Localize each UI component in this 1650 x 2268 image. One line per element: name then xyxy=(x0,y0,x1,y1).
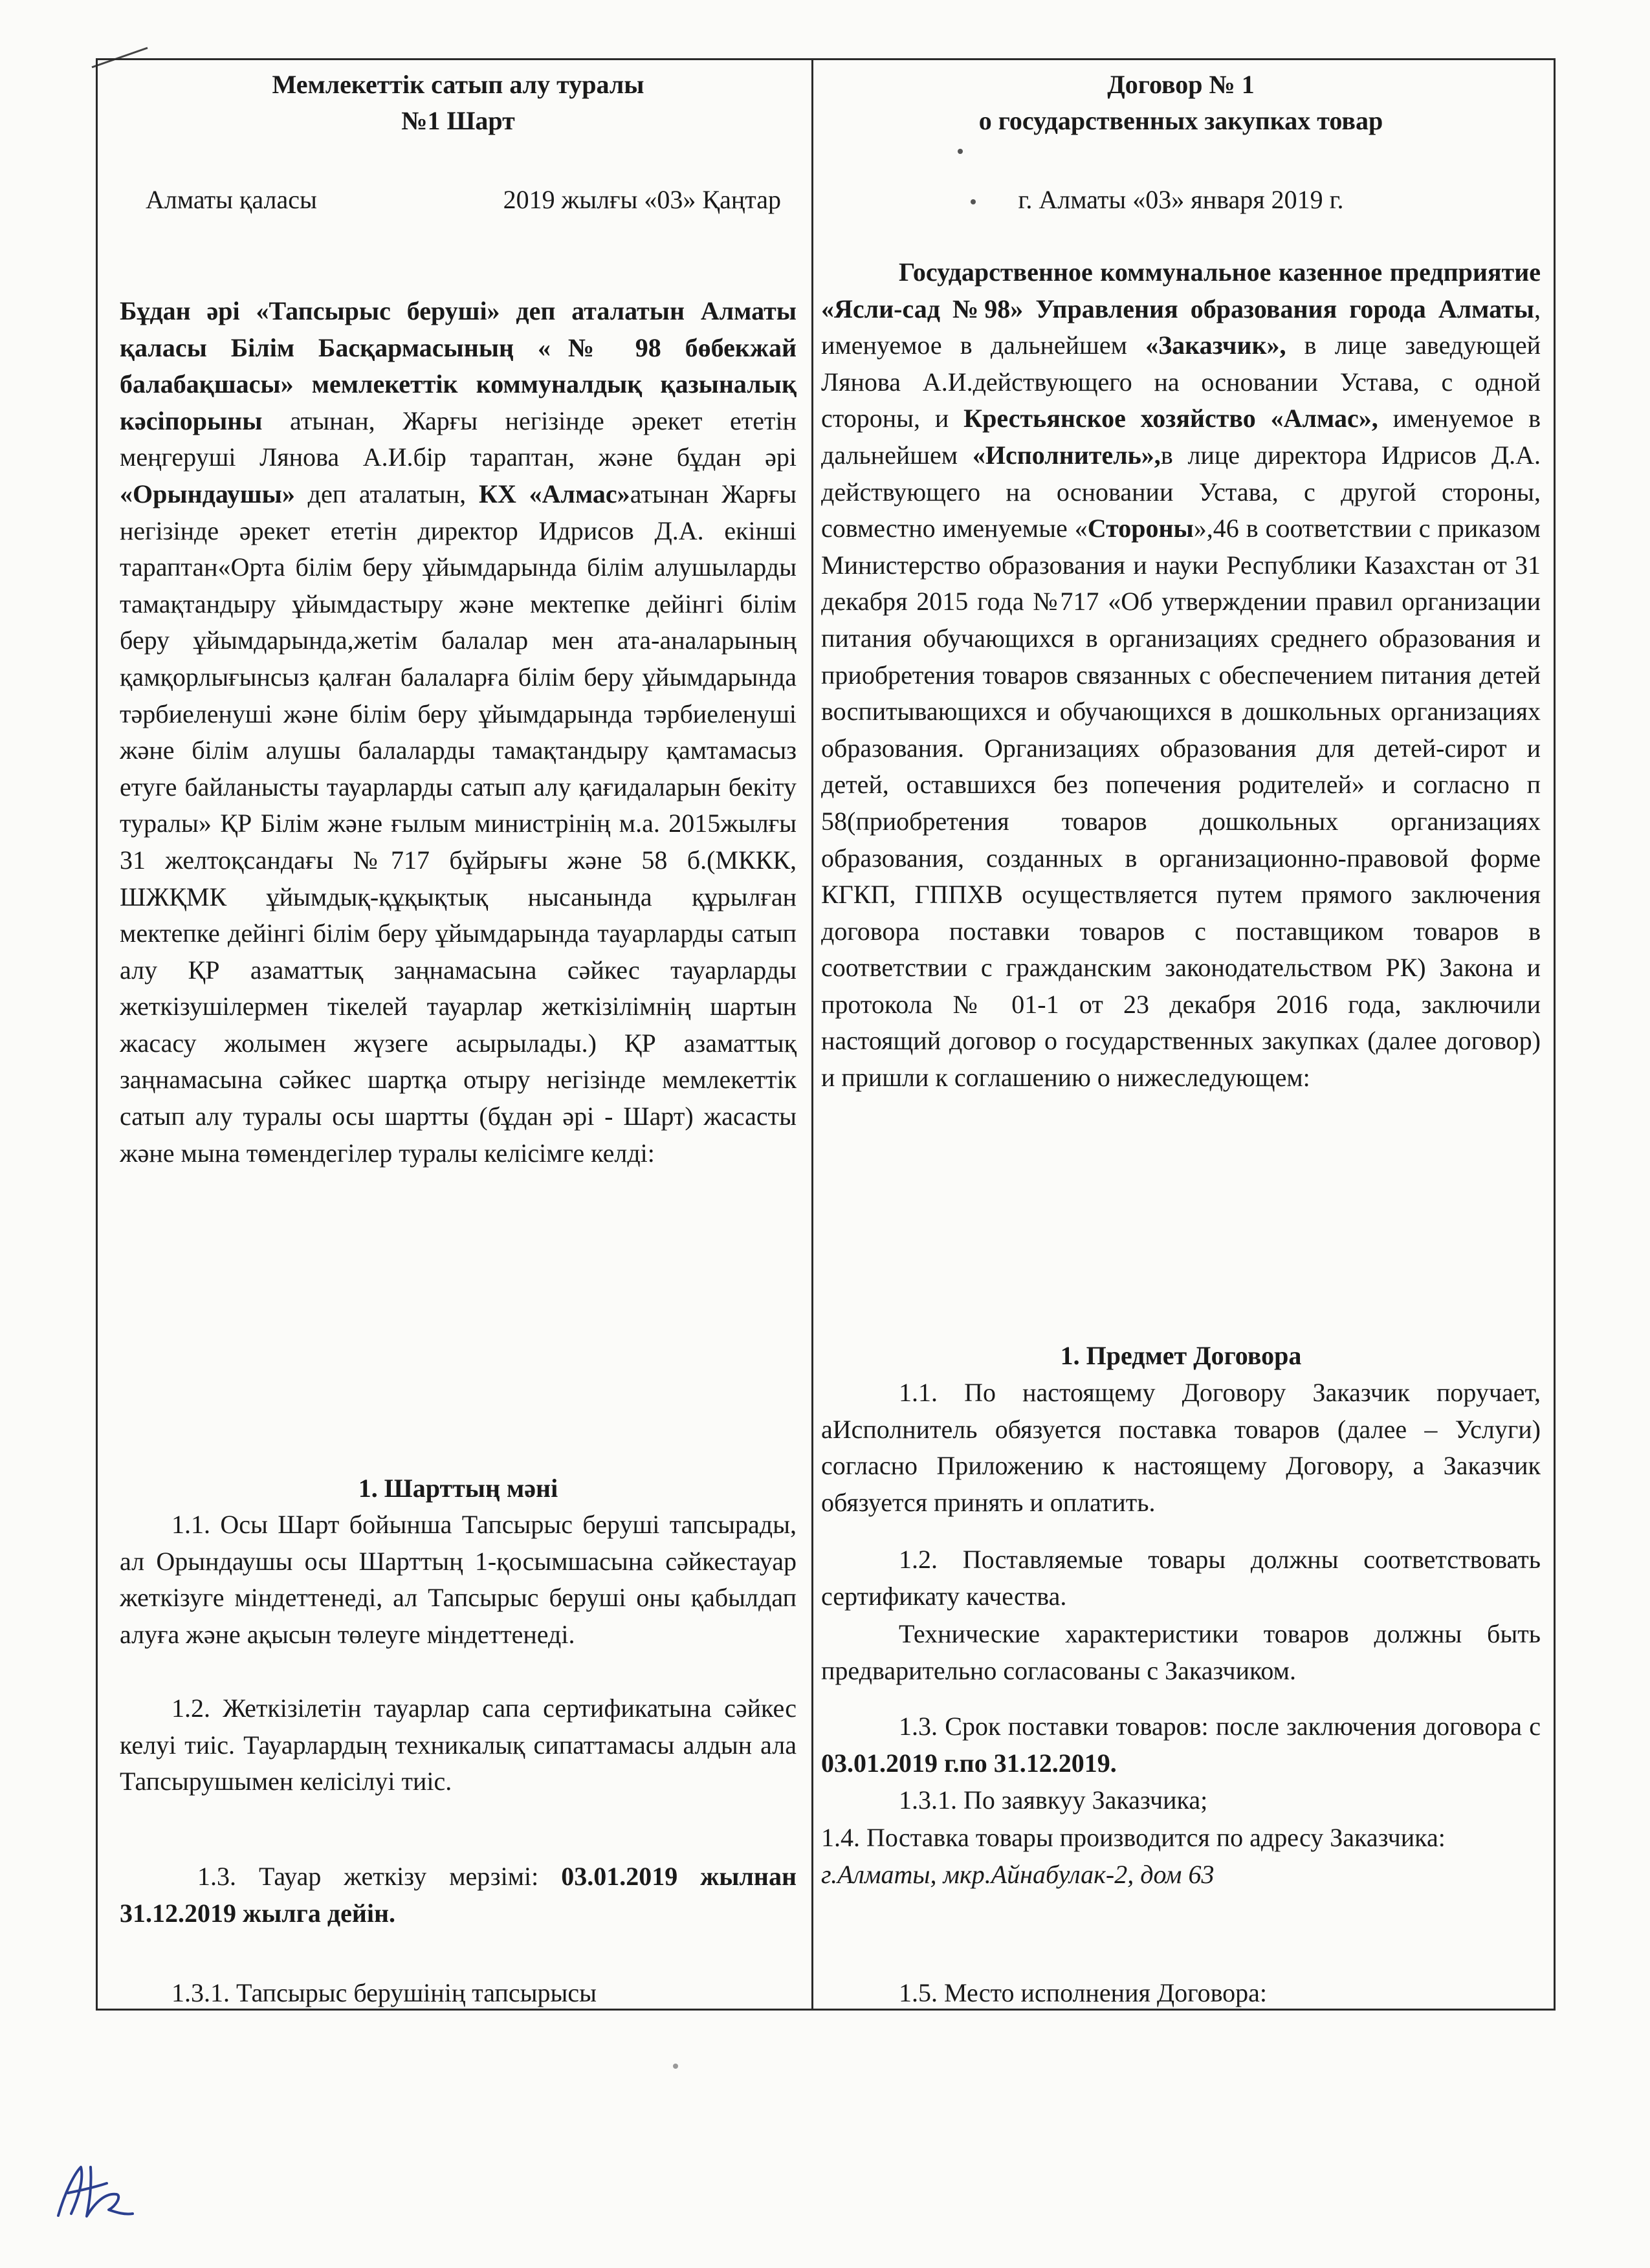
right-intro-text-5: »,46 в соответствии с приказом Министерство образования и науки Республики Казахстан от 31 декабря 2015 года №717 «Об утверждении правил организации питания обучающихся в организациях среднего образования и приобретения товаров связанных с обеспечением питания детей воспитывающихся и обучающихся в дошкольных организациях образования. Организациях образования для детей-сирот и детей, оставшихся без попечения родителей» и согласно п 58(приобретения товаров дошкольных организациях образования, созданных в организационно-правовой форме КГКП, ГППХВ осуществляется путем прямого заключения договора поставки товаров с поставщиком товаров в соответствии с гражданским законодательством РК) Закона и протокола № 01-1 от 23 декабря 2016 года, заключили настоящий договор о государственных закупках (далее договор) и пришли к соглашению о нижеследующем: xyxy=(821,514,1541,1093)
left-clause-1-3-label: 1.3. Тауар жеткізу мерзімі: xyxy=(197,1862,562,1891)
left-city: Алматы қаласы xyxy=(146,185,317,214)
left-intro-company: КХ «Алмас» xyxy=(478,479,630,508)
right-section1-title: 1. Предмет Договора xyxy=(1060,1341,1302,1370)
right-title xyxy=(821,67,1541,139)
handwritten-signature xyxy=(45,2154,136,2225)
scan-speck xyxy=(958,149,963,154)
right-intro-parties: Стороны xyxy=(1087,514,1194,543)
russian-column xyxy=(821,60,1541,2009)
right-clause-1-4-label: 1.4. Поставка товары производится по адресу Заказчика: xyxy=(821,1823,1446,1852)
right-clause-1-4-address: г.Алматы, мкр.Айнабулак-2, дом 63 xyxy=(821,1859,1215,1889)
right-clause-1-5: 1.5. Место исполнения Договора: xyxy=(899,1978,1268,2007)
right-clause-1-3-label: 1.3. Срок поставки товаров: после заключения договора с xyxy=(899,1712,1541,1741)
scan-speck xyxy=(971,199,976,204)
left-intro-text-2: деп аталатын, xyxy=(294,479,479,508)
right-intro-text-4: в лице директора Идрисов Д.А. действующего на основании Устава, с другой стороны, совместно именуемые « xyxy=(821,440,1541,543)
left-title-line2: №1 Шарт xyxy=(401,106,515,135)
left-intro-paragraph xyxy=(120,293,797,1172)
left-clause-1-3 xyxy=(120,1859,797,1932)
left-title xyxy=(120,67,797,139)
kazakh-column xyxy=(120,60,797,2009)
left-intro-performer: «Орындаушы» xyxy=(120,479,295,508)
left-clause-1-3-dates: 03.01.2019 жылнан 31.12.2019 жылга дейін. xyxy=(120,1862,797,1928)
right-intro-text-3: именуемое в дальнейшем xyxy=(821,404,1541,470)
right-intro-company: Крестьянское хозяйство «Алмас», xyxy=(963,404,1378,433)
left-intro-party-name: Бұдан әрі «Тапсырыс беруші» деп аталатын Алматы қаласы Білім Басқармасының «№ 98 бөбекжай балабақшасы» мемлекеттік коммуналдық қазыналық кәсіпорыны xyxy=(120,296,797,435)
right-intro-text-2: в лице заведующей Лянова А.И.действующего на основании Устава, с одной стороны, и xyxy=(821,331,1541,433)
left-date: 2019 жылғы «03» Қаңтар xyxy=(503,185,781,214)
column-divider xyxy=(811,60,813,2009)
left-section1-title: 1. Шарттың мәні xyxy=(358,1474,558,1503)
right-city-date: г. Алматы «03» января 2019 г. xyxy=(1018,185,1344,214)
right-intro-customer: «Заказчик», xyxy=(1145,331,1286,360)
right-intro-performer: «Исполнитель», xyxy=(972,440,1161,470)
right-intro-party-name: Государственное коммунальное казенное предприятие «Ясли-сад №98» Управления образования города Алматы xyxy=(821,257,1541,323)
left-clause-1-3-1: 1.3.1. Тапсырыс берушінің тапсырысы xyxy=(171,1978,597,2007)
right-title-line1: Договор № 1 xyxy=(1107,70,1255,99)
right-clause-1-3-1: 1.3.1. По заявкуу Заказчика; xyxy=(899,1785,1208,1815)
right-intro-text-1: , именуемое в дальнейшем xyxy=(821,294,1541,360)
left-clause-1-1: 1.1. Осы Шарт бойынша Тапсырыс беруші тапсырады, ал Орындаушы осы Шарттың 1-қосымшасына сәйкестауар жеткізуге міндеттенеді, ал Тапсырыс беруші оны қабылдап алуға және ақысын төлеуге міндеттенеді. xyxy=(120,1510,797,1649)
right-title-line2: о государственных закупках товар xyxy=(978,106,1383,135)
left-intro-text-3: атынан Жарғы негізінде әрекет ететін директор Идрисов Д.А. екінші тараптан«Орта білім беру ұйымдарында білім алушыларды тамақтандыру ұйымдастыру және мектепке дейінгі білім беру ұйымдарында,жетім балалар мен ата-аналарының қамқорлығынсыз қалған балаларға білім беру ұйымдарында тәрбиеленуші және білім беру ұйымдарында тәрбиеленуші және білім алушы балаларды тамақтандыру қамтамасыз етуге байланысты тауарларды сатып алу қағидаларын бекіту туралы» ҚР Білім және ғылым министрінің м.а. 2015жылғы 31 желтоқсандағы №717 бұйрығы және 58 б.(МККК, ШЖҚМК ұйымдық-құқықтық нысанында құрылған мектепке дейінгі білім беру ұйымдарында тауарларды сатып алу ҚР азаматтық заңнамасына сәйкес тауарларды жеткізушілермен тікелей тауарлар жеткізілімнің шартын жасасу жолымен жүзеге асырылады.) ҚР азаматтық заңнамасына сәйкес шартқа отыру негізінде мемлекеттік сатып алу туралы осы шартты (бұдан әрі - Шарт) жасасты және мына төмендегілер туралы келісімге келді: xyxy=(120,479,797,1168)
right-clause-1-4 xyxy=(821,1820,1468,1893)
scan-speck xyxy=(673,2064,678,2069)
right-intro-paragraph xyxy=(821,254,1541,1096)
contract-table xyxy=(96,58,1556,2011)
right-clause-1-3-dates: 03.01.2019 г.по 31.12.2019. xyxy=(821,1748,1117,1778)
right-clause-1-2: 1.2. Поставляемые товары должны соответствовать сертификату качества. xyxy=(821,1545,1541,1611)
right-clause-1-1: 1.1. По настоящему Договору Заказчик поручает, аИсполнитель обязуется поставка товаров (далее – Услуги) согласно Приложению к настоящему Договору, а Заказчик обязуется принять и оплатить. xyxy=(821,1378,1541,1517)
left-title-line1: Мемлекеттік сатып алу туралы xyxy=(272,70,644,99)
right-clause-1-3 xyxy=(821,1708,1541,1782)
left-clause-1-2: 1.2. Жеткізілетін тауарлар сапа сертификатына сәйкес келуі тиіс. Тауарлардың техникалық сипаттамасы алдын ала Тапсырушымен келісілуі тиіс. xyxy=(120,1694,797,1796)
left-intro-text-1: атынан, Жарғы негізінде әрекет ететін меңгеруші Лянова А.И.бір тараптан, және бұдан әрі xyxy=(120,406,797,472)
right-clause-1-2-technical: Технические характеристики товаров должны быть предварительно согласованы с Заказчиком. xyxy=(821,1619,1541,1685)
